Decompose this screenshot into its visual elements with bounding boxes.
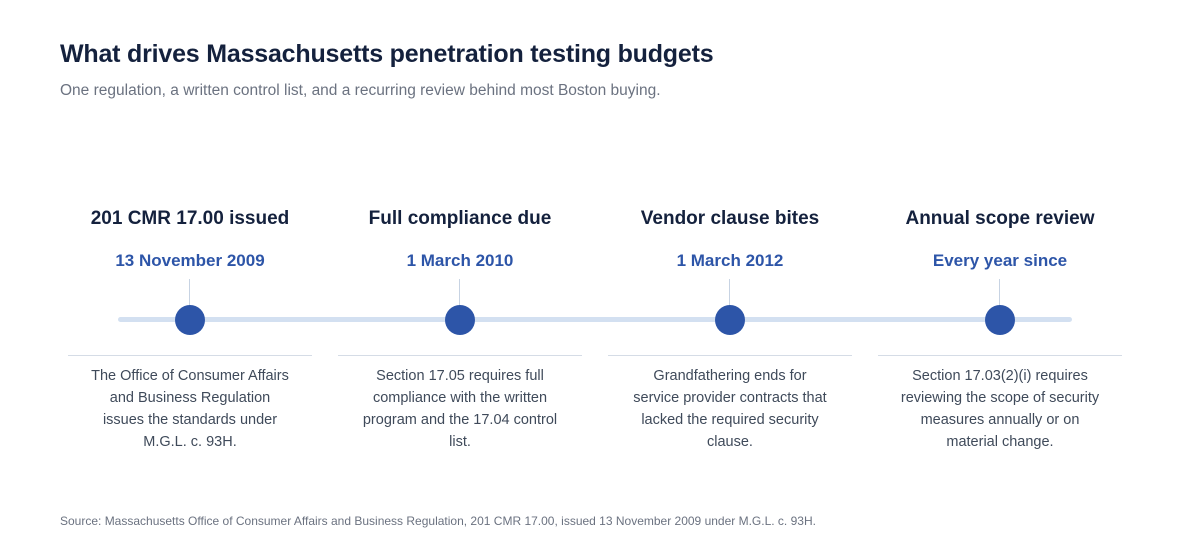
milestone-heading: Full compliance due: [368, 208, 552, 229]
milestone-connector: [729, 279, 730, 307]
milestone-divider: [878, 355, 1122, 356]
milestone-heading: Annual scope review: [905, 208, 1095, 229]
milestone-description: The Office of Consumer Affairs and Business Regulation issues the standards under M.G.L. c. 93H.: [91, 368, 289, 450]
milestone-description: Section 17.03(2)(i) requires reviewing the scope of security measures annually or on material change.: [900, 368, 1100, 450]
page-title: What drives Massachusetts penetration testing budgets: [60, 40, 714, 68]
milestone-date: 13 November 2009: [115, 251, 265, 270]
milestone-heading: 201 CMR 17.00 issued: [90, 208, 290, 229]
milestone-marker: [445, 305, 475, 335]
milestone-connector: [189, 279, 190, 307]
page-subtitle: One regulation, a written control list, and a recurring review behind most Boston buying.: [60, 82, 661, 99]
milestone-compliance-due: [338, 0, 582, 560]
milestone-date: 1 March 2012: [676, 251, 784, 270]
milestone-marker: [985, 305, 1015, 335]
milestone-divider: [338, 355, 582, 356]
milestone-description: Section 17.05 requires full compliance with the written program and the 17.04 control list.: [362, 368, 558, 450]
milestone-date: Every year since: [932, 251, 1068, 270]
milestone-vendor-clause: [608, 0, 852, 560]
milestone-heading: Vendor clause bites: [640, 208, 820, 229]
milestone-divider: [608, 355, 852, 356]
milestone-connector: [459, 279, 460, 307]
milestone-annual-review: [878, 0, 1122, 560]
milestone-connector: [999, 279, 1000, 307]
source-note: Source: Massachusetts Office of Consumer Affairs and Business Regulation, 201 CMR 17.00, issued 13 November 2009 under M.G.L. c. 93H.: [60, 514, 816, 528]
milestone-issued: [68, 0, 312, 560]
milestone-date: 1 March 2010: [406, 251, 514, 270]
milestone-divider: [68, 355, 312, 356]
milestone-marker: [715, 305, 745, 335]
milestone-marker: [175, 305, 205, 335]
milestone-description: Grandfathering ends for service provider contracts that lacked the required security clause.: [633, 368, 827, 450]
